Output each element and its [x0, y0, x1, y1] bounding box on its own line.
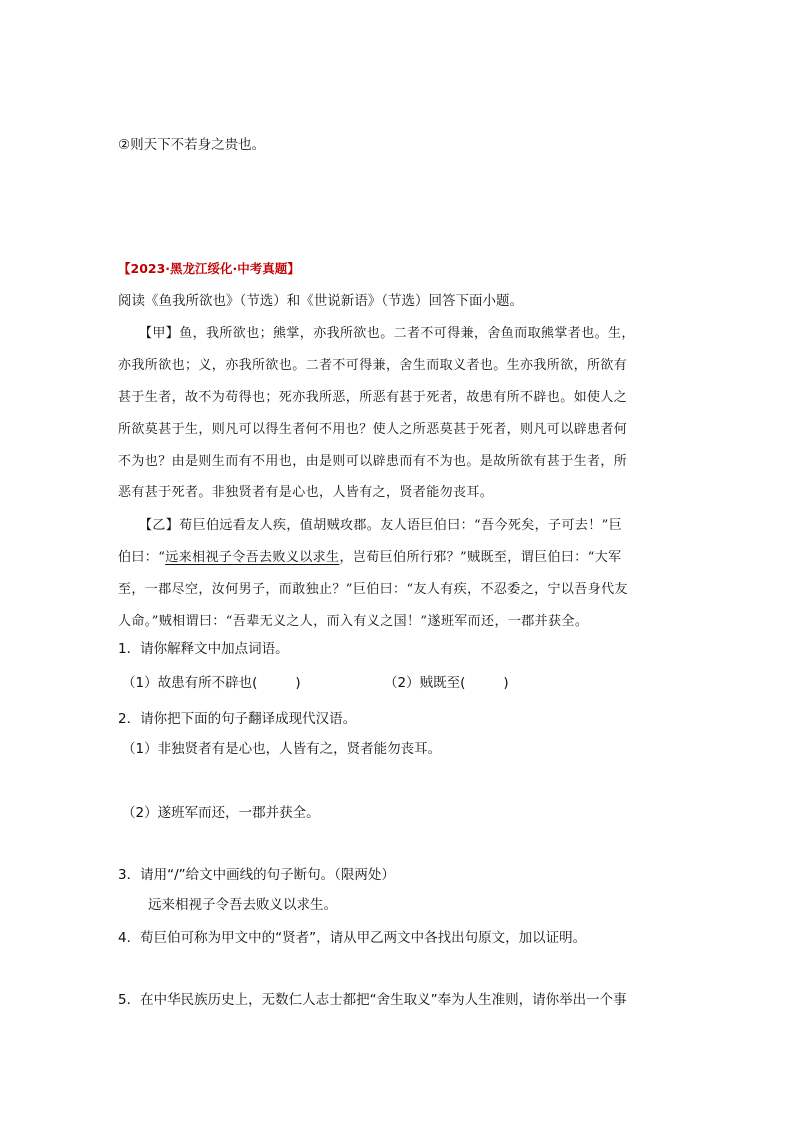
passage-jia-line: 【甲】鱼，我所欲也；熊掌，亦我所欲也。二者不可得兼，舍鱼而取熊掌者也。生，: [139, 326, 635, 341]
passage-yi-line: 【乙】荀巨伯远看友人疾，值胡贼攻郡。友人语巨伯曰：“吾今死矣，子可去！”巨: [139, 518, 623, 533]
question-2-title: 2．请你把下面的句子翻译成现代汉语。: [118, 711, 357, 727]
passage-yi-line: [118, 546, 622, 565]
passage-yi-text: 伯曰：“: [118, 550, 166, 565]
passage-jia-line: 亦我所欲也；义，亦我所欲也。二者不可得兼，舍生而取义者也。生亦我所欲，所欲有: [118, 358, 628, 373]
passage-jia-line: 所欲莫甚于生，则凡可以得生者何不用也？使人之所恶莫甚于死者，则凡可以辟患者何: [118, 422, 628, 437]
passage-jia-line: 不为也？由是则生而有不用也，由是则可以辟患而有不为也。是故所欲有甚于生者，所: [118, 454, 628, 469]
question-2-a: （1）非独贤者有是心也，人皆有之，贤者能勿丧耳。: [122, 741, 442, 757]
paren-close: ): [503, 675, 509, 691]
instruction: 阅读《鱼我所欲也》（节选）和《世说新语》（节选）回答下面小题。: [118, 293, 523, 309]
question-4-title: 4．荀巨伯可称为甲文中的“贤者”，请从甲乙两文中各找出句原文，加以证明。: [118, 930, 587, 946]
question-1-b: [384, 671, 509, 691]
intro-item: ②则天下不若身之贵也。: [118, 137, 266, 153]
question-1-b-label: （2）贼既至(: [384, 675, 466, 691]
question-1-a-label: （1）故患有所不辟也(: [122, 675, 258, 691]
question-3-title: 3．请用“/”给文中画线的句子断句。（限两处）: [118, 867, 395, 883]
passage-yi-line: 人命。”贼相谓曰：“吾辈无义之人，而入有义之国！”遂班军而还，一郡并获全。: [118, 614, 589, 629]
passage-jia-line: 恶有甚于死者。非独贤者有是心也，人皆有之，贤者能勿丧耳。: [118, 485, 494, 500]
question-1-title: 1．请你解释文中加点词语。: [118, 641, 289, 657]
underlined-sentence: 远来相视子令吾去败义以求生: [165, 550, 340, 565]
question-2-b: （2）遂班军而还，一郡并获全。: [122, 805, 320, 821]
passage-yi-text: ，岂荀巨伯所行邪？”贼既至，谓巨伯曰：“大军: [339, 550, 622, 565]
passage-yi-line: 至，一郡尽空，汝何男子，而敢独止？”巨伯曰：“友人有疾，不忍委之，宁以吾身代友: [118, 582, 628, 597]
passage-jia-line: 甚于生者，故不为苟得也；死亦我所恶，所恶有甚于死者，故患有所不辟也。如使人之: [118, 390, 628, 405]
question-3-sentence: 远来相视子令吾去败义以求生。: [148, 897, 337, 913]
question-1-a: [122, 671, 301, 691]
source-tag: 【2023·黑龙江绥化·中考真题】: [118, 261, 300, 276]
question-5-title: 5．在中华民族历史上，无数仁人志士都把“舍生取义”奉为人生准则，请你举出一个事: [118, 992, 627, 1008]
paren-close: ): [295, 675, 301, 691]
